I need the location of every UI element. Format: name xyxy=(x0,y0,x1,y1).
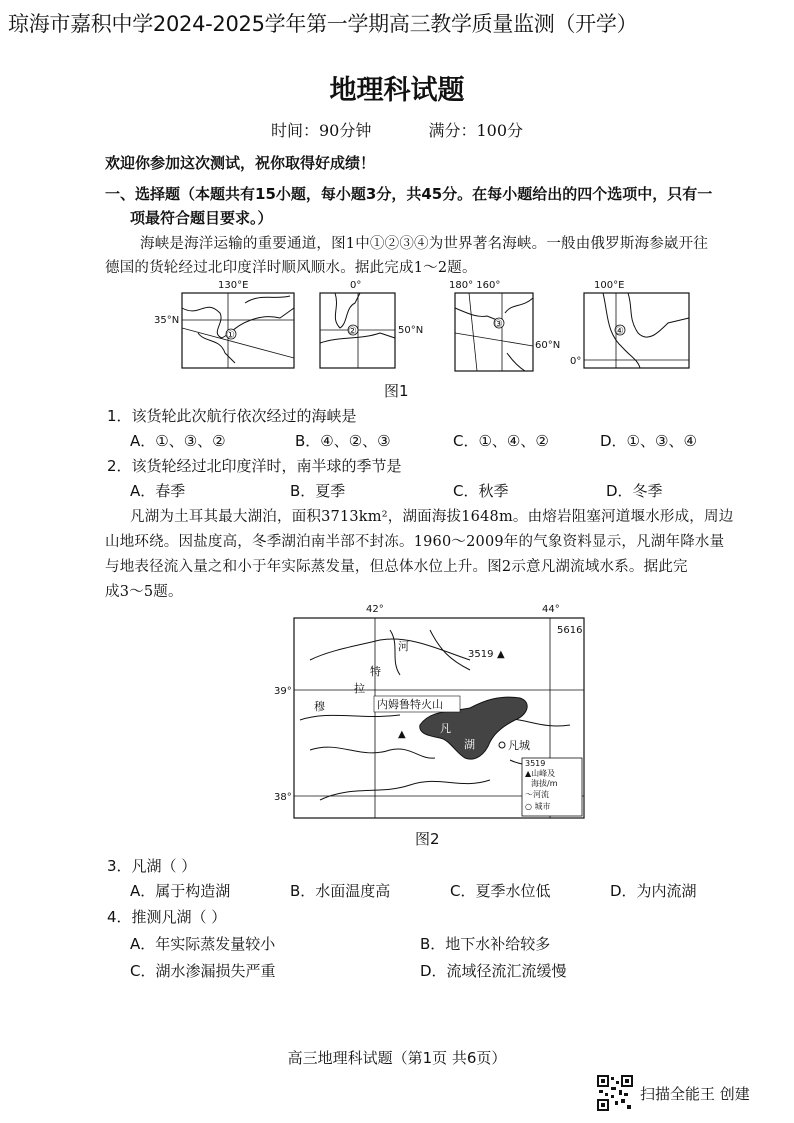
page-title: 地理科试题 xyxy=(329,75,465,106)
section-heading-line2: 项最符合题目要求。） xyxy=(130,209,273,227)
greeting: 欢迎你参加这次测试，祝你取得好成绩！ xyxy=(105,154,376,172)
q2-option-d: D．冬季 xyxy=(606,482,663,500)
q4-option-a: A．年实际蒸发量较小 xyxy=(130,935,276,953)
scanner-watermark: 扫描全能王 创建 xyxy=(640,1085,750,1103)
map3-lat-label: 60°N xyxy=(535,340,561,351)
legend-line-5: ○ 城市 xyxy=(525,802,551,811)
q2-option-a: A．春季 xyxy=(130,482,186,500)
score-label: 满分：100分 xyxy=(428,121,523,140)
strait-map-1 xyxy=(150,278,300,370)
q3-option-c: C．夏季水位低 xyxy=(450,882,551,900)
peak-top-icon: ▲ xyxy=(497,649,505,660)
q2-option-c: C．秋季 xyxy=(453,482,509,500)
lake-van-map xyxy=(270,600,590,822)
q1-option-d: D．①、③、④ xyxy=(600,432,697,450)
intro2-line1: 凡湖为土耳其最大湖泊，面积3713km²，湖面海拔1648m。由熔岩阻塞河道堰水形成，周边 xyxy=(130,509,734,525)
volcano-label: 内姆鲁特火山 xyxy=(377,698,443,711)
q3-option-d: D．为内流湖 xyxy=(610,882,697,900)
q1-option-b: B．④、②、③ xyxy=(295,432,391,450)
map2-marker: ② xyxy=(348,326,357,337)
q4-option-b: B．地下水补给较多 xyxy=(420,935,551,953)
map-lat-top: 39° xyxy=(274,686,292,697)
volcano-icon: ▲ xyxy=(398,729,406,740)
map3-lon-label: 180° 160° xyxy=(449,280,501,291)
intro2-line2: 山地环绕。因盐度高，冬季湖泊南半部不封冻。1960～2009年的气象资料显示，凡湖年降水量 xyxy=(105,534,725,550)
map1-marker: ① xyxy=(226,330,235,341)
intro1-line2: 德国的货轮经过北印度洋时顺风顺水。据此完成1～2题。 xyxy=(105,260,477,276)
intro2-line3: 与地表径流入量之和小于年实际蒸发量，但总体水位上升。图2示意凡湖流域水系。据此完 xyxy=(105,559,688,575)
q4-stem: 4．推测凡湖（ ） xyxy=(107,908,227,926)
q1-stem: 1．该货轮此次航行依次经过的海峡是 xyxy=(107,407,357,425)
intro2-line4: 成3～5题。 xyxy=(105,584,183,600)
strait-map-3 xyxy=(447,278,567,373)
q1-option-a: A．①、③、② xyxy=(130,432,226,450)
q3-option-b: B．水面温度高 xyxy=(290,882,391,900)
river-char-4: 穆 xyxy=(314,700,325,713)
exam-header: 琼海市嘉积中学2024-2025学年第一学期高三教学质量监测（开学） xyxy=(8,12,638,36)
qr-code-icon xyxy=(597,1075,633,1111)
peak-top-elevation: 3519 xyxy=(468,649,494,660)
map-lat-bottom: 38° xyxy=(274,792,292,803)
strait-map-2 xyxy=(310,278,430,370)
q2-stem: 2．该货轮经过北印度洋时，南半球的季节是 xyxy=(107,457,402,475)
legend-line-3: 海拔/m xyxy=(531,779,558,788)
map-lon-left: 42° xyxy=(366,604,384,615)
legend-line-2: ▲山峰及 xyxy=(525,769,556,778)
figure1-caption: 图1 xyxy=(384,382,409,400)
intro1-line1: 海峡是海洋运输的重要通道，图1中①②③④为世界著名海峡。一般由俄罗斯海参崴开往 xyxy=(140,236,709,252)
page-footer: 高三地理科试题（第1页 共6页） xyxy=(287,1049,507,1067)
q1-option-c: C．①、④、② xyxy=(453,432,549,450)
city-label: 凡城 xyxy=(508,739,530,752)
exam-meta xyxy=(0,118,794,141)
q3-stem: 3．凡湖（ ） xyxy=(107,857,197,875)
map4-lon-label: 100°E xyxy=(594,280,625,291)
figure2-caption: 图2 xyxy=(415,830,440,848)
time-label: 时间：90分钟 xyxy=(270,121,372,140)
q3-option-a: A．属于构造湖 xyxy=(130,882,231,900)
q4-option-c: C．湖水渗漏损失严重 xyxy=(130,962,276,980)
q4-option-d: D．流域径流汇流缓慢 xyxy=(420,962,567,980)
river-char-1: 河 xyxy=(398,640,409,653)
map4-lat-label: 0° xyxy=(570,356,582,367)
q2-option-b: B．夏季 xyxy=(290,482,346,500)
strait-map-4 xyxy=(568,278,698,370)
map2-lat-label: 50°N xyxy=(398,325,424,336)
map3-marker: ③ xyxy=(494,319,503,330)
map-lon-right: 44° xyxy=(542,604,560,615)
lake-char-2: 湖 xyxy=(464,738,475,751)
lake-char-1: 凡 xyxy=(440,722,451,735)
section-heading-line1: 一、选择题（本题共有15小题，每小题3分，共45分。在每小题给出的四个选项中，只有一 xyxy=(105,185,713,203)
map4-marker: ④ xyxy=(615,326,624,337)
river-char-2: 特 xyxy=(370,665,381,678)
map1-lon-label: 130°E xyxy=(218,280,249,291)
river-char-3: 拉 xyxy=(354,682,365,695)
peak-right-elevation: 5616 xyxy=(557,625,583,636)
legend-line-4: ～河流 xyxy=(525,790,549,799)
legend-line-1: 3519 xyxy=(525,759,546,768)
map1-lat-label: 35°N xyxy=(154,315,180,326)
map2-lon-label: 0° xyxy=(350,280,362,291)
